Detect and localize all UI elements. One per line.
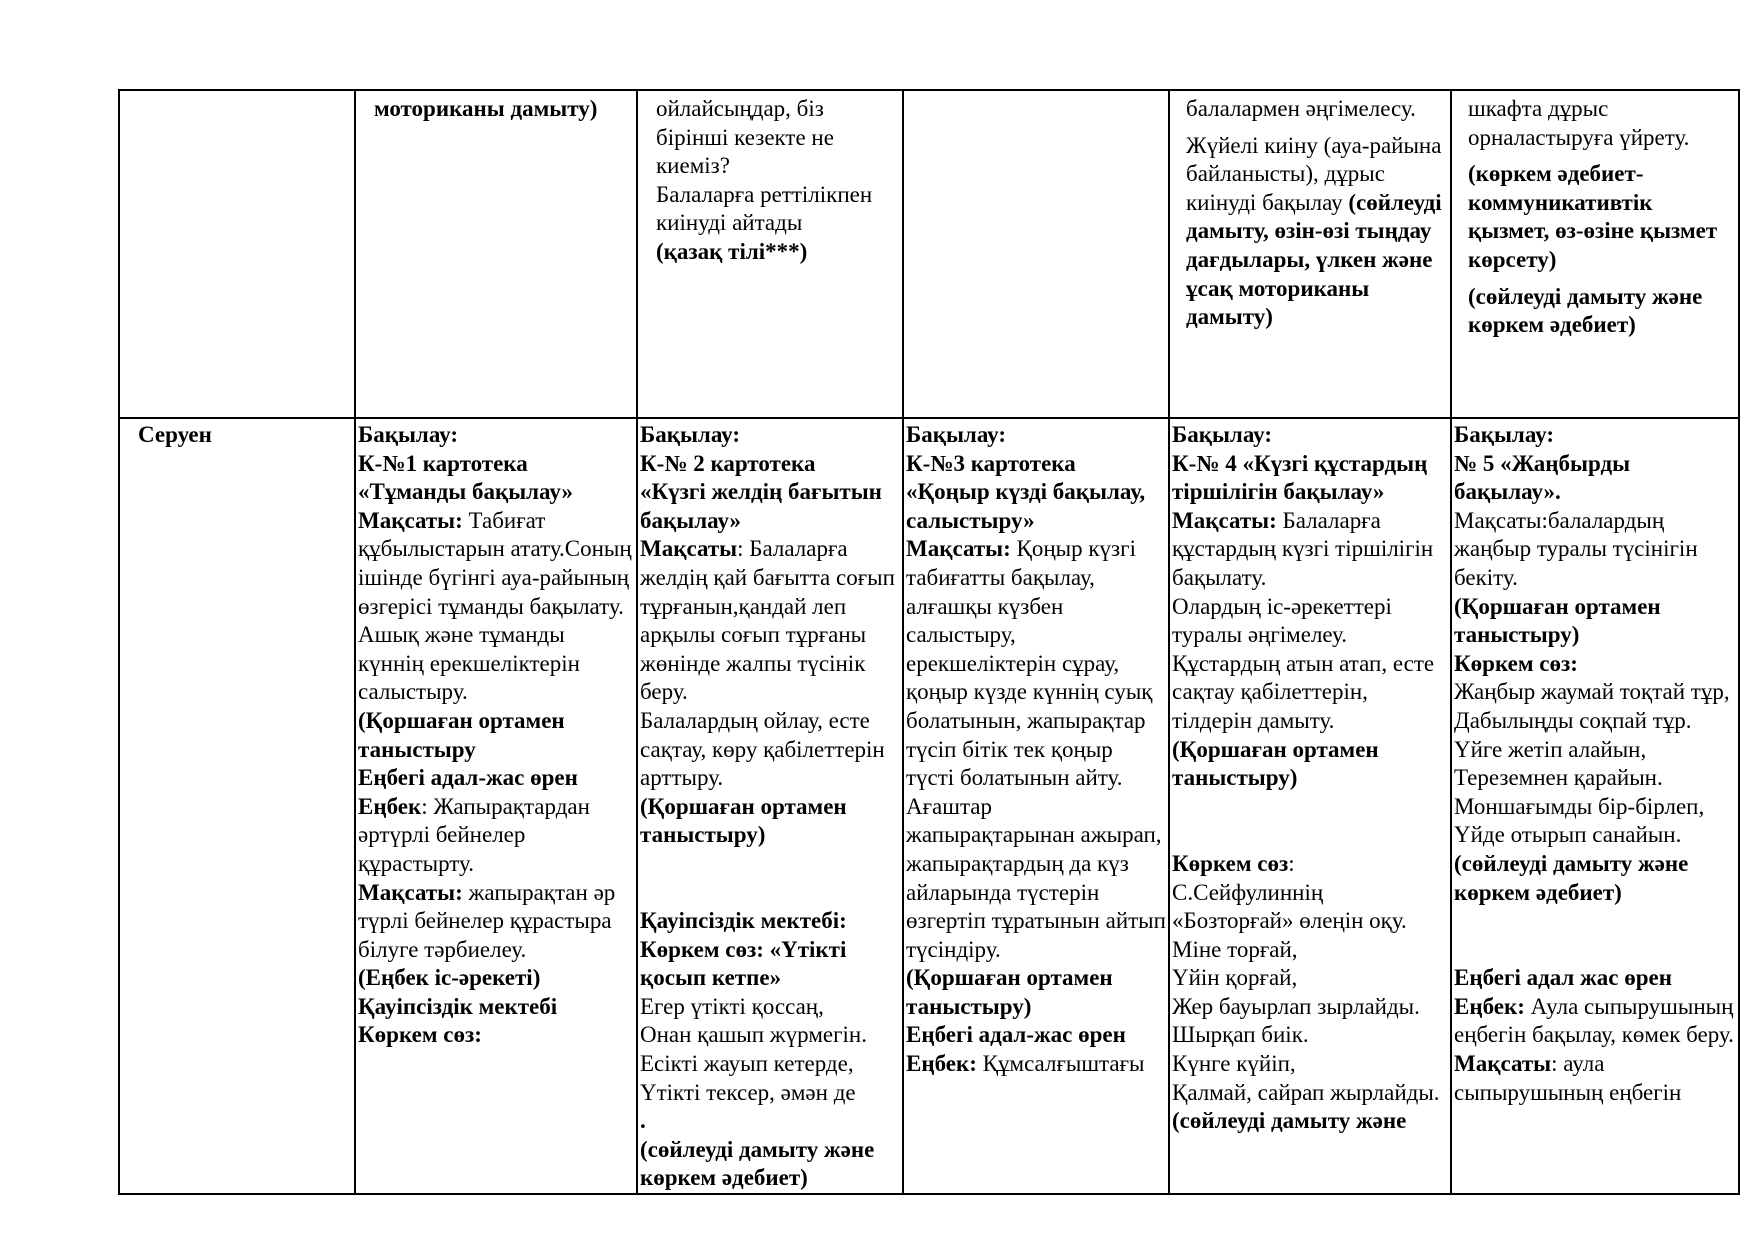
cell-text-bold: (Қоршаған ортамен таныстыру): [1454, 593, 1661, 648]
cell-text: Аула сыпырушының еңбегін бақылау, көмек беру.: [1454, 993, 1734, 1048]
cell-text: : Жапырақтардан әртүрлі бейнелер құрастырту.: [358, 793, 590, 876]
cell-text-bold: «Күзгі желдің бағытын бақылау»: [640, 479, 882, 533]
cell-text: Жаңбыр жаумай тоқтай тұр, Дабылыңды соқпай тұр. Үйге жетіп алайын, Тереземнен қарайын. Моншағымды бір-бірлеп, Үйде отырып санайын.: [1454, 679, 1730, 848]
cell-text-bold: (сөйлеуді дамыту және көркем әдебиет): [640, 1136, 875, 1191]
row-label-cell: [119, 90, 355, 418]
table-cell: [1451, 418, 1739, 1194]
cell-text-bold: Көркем сөз: «Үтікті қосып кетпе»: [640, 936, 847, 991]
cell-text-bold: (Қоршаған ортамен таныстыру: [358, 707, 565, 762]
table-cell: [355, 418, 637, 1194]
cell-text-bold: Көркем сөз:: [1454, 650, 1578, 676]
cell-text-bold: (сөйлеуді дамыту және: [1172, 1108, 1407, 1134]
table-row: [119, 90, 1739, 418]
cell-text-bold: (қазақ тілі***): [656, 238, 808, 264]
cell-text: балалармен әңгімелесу.: [1186, 96, 1416, 121]
cell-text: Қоңыр күзгі табиғатты бақылау, алғашқы күзбен салыстыру, ерекшеліктерін сұрау, қоңыр күзде күннің суық болатынын, жапырақтар түсіп бітік тек қоңыр түсті болатынын айту. Ағаштар жапырақтарынан ажырап, жапырақтардың да күз айларында түстерін өзгертіп тұратынын айтып түсіндіру.: [906, 536, 1166, 962]
cell-text-bold: (Қоршаған ортамен таныстыру): [906, 965, 1113, 1019]
cell-text-bold: К-№1 картотека: [358, 450, 528, 476]
cell-text: шкафта дұрыс орналастыруға үйрету.: [1468, 96, 1690, 150]
cell-text: моториканы дамыту): [374, 96, 598, 121]
cell-text-bold: К-№ 2 картотека: [640, 450, 816, 476]
cell-text-bold: Бақылау:: [640, 422, 741, 447]
cell-text: Жүйелі киіну (ауа-райына байланысты), дұрыс киінуді бақылау: [1186, 132, 1442, 215]
cell-text: : аула сыпырушының еңбегін: [1454, 1051, 1682, 1105]
cell-text-bold: Еңбек:: [1454, 993, 1531, 1019]
document-page: [118, 89, 1738, 1191]
cell-text-bold: Мақсаты:: [906, 536, 1017, 562]
table-cell: [1169, 90, 1451, 418]
cell-text-bold: № 5 «Жаңбырды бақылау».: [1454, 450, 1631, 505]
cell-text: : Балаларға желдің қай бағытта соғып тұрғанын,қандай леп арқылы соғып тұрғаны жөнінде жалпы түсінік беру. Балалардың ойлау, есте сақтау, көру қабілеттерін арттыру.: [640, 536, 895, 791]
cell-text-bold: Мақсаты: [1454, 1051, 1552, 1077]
cell-text-bold: (көркем әдебиет-коммуникативтік қызмет, өз-өзіне қызмет көрсету): [1468, 161, 1718, 272]
table-cell: [637, 418, 903, 1194]
plan-table: [118, 89, 1740, 1195]
cell-text-bold: К-№ 4 «Күзгі құстардың тіршілігін бақылау»: [1172, 450, 1428, 505]
cell-text-bold: Мақсаты:: [358, 507, 469, 533]
cell-text-bold: Еңбегі адал жас өрен: [1454, 965, 1672, 991]
cell-text-bold: Еңбек:: [906, 1051, 983, 1077]
row-label: Серуен: [138, 422, 212, 447]
cell-text-bold: Қауіпсіздік мектебі: [358, 993, 558, 1019]
cell-text: Табиғат құбылыстарын атату.Соның ішінде бүгінгі ауа-райының өзгерісі тұманды бақылату. Ашық және тұманды күннің ерекшеліктерін салыстыру.: [358, 507, 632, 705]
cell-text: Құмсалғыштағы: [982, 1051, 1145, 1077]
cell-text-bold: Еңбегі адал-жас өрен: [358, 765, 578, 791]
cell-text-bold: (сөйлеуді дамыту және көркем әдебиет): [1468, 283, 1703, 338]
cell-text-bold: (сөйлеуді дамыту, өзін-өзі тыңдау дағдылары, үлкен және ұсақ моториканы дамыту): [1186, 189, 1442, 330]
table-cell: [903, 90, 1169, 418]
cell-text-bold: Мақсаты:: [358, 879, 469, 905]
cell-text-bold: (Еңбек іс-әрекеті): [358, 965, 541, 991]
cell-text-bold: Көркем сөз: [1172, 850, 1289, 876]
cell-text: ойлайсыңдар, біз бірінші кезекте не киеміз? Балаларға реттілікпен киінуді айтады: [656, 96, 873, 236]
cell-text-bold: Бақылау:: [1454, 422, 1555, 447]
cell-text-bold: Бақылау:: [906, 422, 1007, 447]
cell-text: Егер үтікті қоссаң, Онан қашып жүрмегін. Есікті жауып кетерде, Үтікті тексер, әмән де: [640, 993, 867, 1105]
cell-text-bold: Еңбегі адал-жас өрен: [906, 1022, 1126, 1048]
cell-text-bold: (сөйлеуді дамыту және көркем әдебиет): [1454, 850, 1689, 905]
cell-text: Балаларға құстардың күзгі тіршілігін бақылату. Олардың іс-әрекеттері туралы әңгімелеу. Құстардың атын атап, есте сақтау қабілеттерін, тілдерін дамыту.: [1172, 507, 1435, 733]
table-cell: [637, 90, 903, 418]
table-cell: [1451, 90, 1739, 418]
cell-text: : С.Сейфулиннің «Бозторғай» өлеңін оқу. Міне торғай, Үйін қорғай, Жер бауырлап зырлайды. Шырқап биік. Күнге күйіп, Қалмай, сайрап жырлайды.: [1172, 850, 1440, 1105]
table-cell: [1169, 418, 1451, 1194]
cell-text-bold: Бақылау:: [1172, 422, 1273, 447]
cell-text-bold: Еңбек: [358, 793, 422, 819]
cell-text-bold: Бақылау:: [358, 422, 459, 447]
cell-text-bold: «Қоңыр күзді бақылау, салыстыру»: [906, 479, 1146, 533]
cell-text: Мақсаты:балалардың жаңбыр туралы түсінігін бекіту.: [1454, 507, 1698, 590]
cell-text-bold: К-№3 картотека: [906, 450, 1076, 476]
cell-text-bold: .: [640, 1108, 646, 1134]
row-label-cell: [119, 418, 355, 1194]
cell-text-bold: Мақсаты: [640, 536, 738, 562]
table-row: [119, 418, 1739, 1194]
cell-text-bold: Қауіпсіздік мектебі:: [640, 908, 847, 934]
cell-text: жапырақтан әр түрлі бейнелер құрастыра білуге тәрбиелеу.: [358, 879, 616, 962]
table-cell: [355, 90, 637, 418]
cell-text-bold: (Қоршаған ортамен таныстыру): [640, 793, 847, 848]
table-cell: [903, 418, 1169, 1194]
cell-text-bold: (Қоршаған ортамен таныстыру): [1172, 736, 1379, 791]
cell-text-bold: «Тұманды бақылау»: [358, 479, 573, 505]
cell-text-bold: Көркем сөз:: [358, 1022, 482, 1048]
cell-text-bold: Мақсаты:: [1172, 507, 1283, 533]
